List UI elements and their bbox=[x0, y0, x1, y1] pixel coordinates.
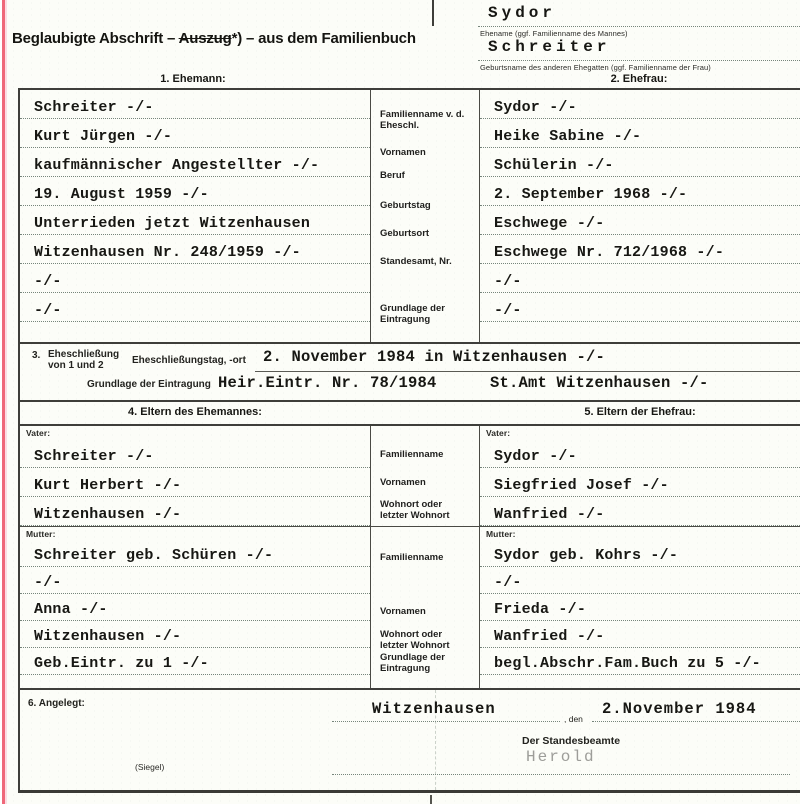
husband-mother-firstnames: Anna -/- bbox=[34, 601, 108, 618]
field-row bbox=[20, 468, 370, 497]
wife-column bbox=[480, 90, 800, 342]
husband-mother-blank: -/- bbox=[34, 574, 62, 591]
field-row bbox=[480, 148, 800, 177]
label-mother-wohnort: Wohnort oder letzter Wohnort bbox=[380, 629, 450, 651]
fathers-band bbox=[20, 426, 800, 527]
field-row bbox=[20, 264, 370, 293]
field-row bbox=[480, 90, 800, 119]
wife-father-surname: Sydor -/- bbox=[494, 448, 577, 465]
wife-father-residence: Wanfried -/- bbox=[494, 506, 605, 523]
field-row bbox=[480, 119, 800, 148]
geburtsname-value: Schreiter bbox=[488, 38, 611, 56]
spouses-table bbox=[18, 88, 800, 344]
label-mother-familienname: Familienname bbox=[380, 552, 444, 563]
husband-father-firstnames: Kurt Herbert -/- bbox=[34, 477, 182, 494]
father-label: Vater: bbox=[26, 428, 51, 438]
label-geburtsort: Geburtsort bbox=[380, 228, 430, 239]
bottom-tick bbox=[430, 795, 432, 804]
label-standesamt: Standesamt, Nr. bbox=[380, 256, 452, 267]
husband-mother-residence: Witzenhausen -/- bbox=[34, 628, 182, 645]
section-4-header: 4. Eltern des Ehemannes: bbox=[128, 406, 262, 418]
husband-birthdate: 19. August 1959 -/- bbox=[34, 186, 209, 203]
ehename-label: Ehename (ggf. Familienname des Mannes) bbox=[480, 29, 628, 38]
field-row bbox=[20, 206, 370, 235]
field-row bbox=[480, 648, 800, 675]
wife-mother-firstnames: Frieda -/- bbox=[494, 601, 587, 618]
husband-mother-column bbox=[20, 527, 370, 688]
registrar-title: Der Standesbeamte bbox=[522, 735, 621, 747]
father-label: Vater: bbox=[486, 428, 511, 438]
husband-mother-surname: Schreiter geb. Schüren -/- bbox=[34, 547, 274, 564]
den-label: , den bbox=[564, 714, 583, 724]
section-6-label: 6. Angelegt: bbox=[28, 698, 85, 709]
field-row bbox=[20, 648, 370, 675]
page-title bbox=[12, 30, 416, 47]
field-labels-column bbox=[370, 90, 480, 342]
issued-section bbox=[18, 690, 800, 793]
ehename-value: Sydor bbox=[488, 4, 557, 22]
field-row bbox=[480, 177, 800, 206]
marriage-basis-value-b: St.Amt Witzenhausen -/- bbox=[490, 374, 709, 392]
section-3-title-line2: von 1 und 2 bbox=[48, 360, 104, 371]
field-row bbox=[480, 621, 800, 648]
wife-blank-2: -/- bbox=[494, 302, 522, 319]
scan-edge-strip bbox=[0, 0, 9, 804]
section-5-header: 5. Eltern der Ehefrau: bbox=[584, 406, 696, 418]
field-row bbox=[480, 540, 800, 567]
field-row bbox=[20, 177, 370, 206]
label-father-vornamen: Vornamen bbox=[380, 477, 426, 488]
field-row bbox=[480, 567, 800, 594]
wife-father-column bbox=[480, 426, 800, 526]
section-3-title bbox=[48, 349, 119, 371]
marriage-date-value: 2. November 1984 in Witzenhausen -/- bbox=[263, 348, 606, 366]
field-row bbox=[20, 119, 370, 148]
title-struck-word: Auszug bbox=[178, 30, 232, 47]
section-3-number: 3. bbox=[32, 350, 41, 361]
wife-firstnames: Heike Sabine -/- bbox=[494, 128, 642, 145]
wife-profession: Schülerin -/- bbox=[494, 157, 614, 174]
field-row bbox=[480, 235, 800, 264]
wife-mother-basis: begl.Abschr.Fam.Buch zu 5 -/- bbox=[494, 655, 761, 672]
husband-birthplace: Unterrieden jetzt Witzenhausen bbox=[34, 215, 311, 232]
field-row bbox=[480, 293, 800, 322]
issued-place: Witzenhausen bbox=[372, 700, 496, 718]
wife-mother-column bbox=[480, 527, 800, 688]
field-row bbox=[20, 90, 370, 119]
field-row bbox=[20, 497, 370, 526]
marriage-section bbox=[18, 344, 800, 402]
husband-blank-1: -/- bbox=[34, 273, 62, 290]
title-suffix: *) – aus dem Familienbuch bbox=[231, 30, 416, 47]
husband-surname: Schreiter -/- bbox=[34, 99, 154, 116]
wife-birthplace: Eschwege -/- bbox=[494, 215, 605, 232]
husband-column bbox=[20, 90, 370, 342]
label-father-wohnort: Wohnort oder letzter Wohnort bbox=[380, 499, 450, 521]
field-row bbox=[20, 621, 370, 648]
header-name-block bbox=[478, 0, 800, 74]
section-1-header: 1. Ehemann: bbox=[160, 73, 226, 85]
signature-rule bbox=[332, 774, 790, 775]
marriage-date-rule bbox=[255, 371, 800, 372]
issued-date: 2.November 1984 bbox=[602, 700, 757, 718]
field-row bbox=[480, 439, 800, 468]
wife-mother-surname: Sydor geb. Kohrs -/- bbox=[494, 547, 679, 564]
father-labels-column bbox=[370, 426, 480, 526]
wife-mother-residence: Wanfried -/- bbox=[494, 628, 605, 645]
field-row bbox=[20, 148, 370, 177]
husband-registry: Witzenhausen Nr. 248/1959 -/- bbox=[34, 244, 301, 261]
section-2-header: 2. Ehefrau: bbox=[610, 73, 668, 85]
section-3-title-line1: Eheschließung bbox=[48, 349, 120, 360]
mother-label: Mutter: bbox=[486, 529, 516, 539]
wife-registry: Eschwege Nr. 712/1968 -/- bbox=[494, 244, 725, 261]
label-mother-grundlage: Grundlage der Eintragung bbox=[380, 652, 445, 674]
label-grundlage: Grundlage der Eintragung bbox=[380, 303, 445, 325]
field-row bbox=[20, 293, 370, 322]
title-prefix: Beglaubigte Abschrift – bbox=[12, 30, 179, 47]
label-father-familienname: Familienname bbox=[380, 449, 444, 460]
geburtsname-label: Geburtsname des anderen Ehegatten (ggf. Familienname der Frau) bbox=[480, 63, 711, 72]
label-mother-vornamen: Vornamen bbox=[380, 606, 426, 617]
husband-mother-basis: Geb.Eintr. zu 1 -/- bbox=[34, 655, 209, 672]
wife-blank-1: -/- bbox=[494, 273, 522, 290]
husband-father-surname: Schreiter -/- bbox=[34, 448, 154, 465]
husband-profession: kaufmännischer Angestellter -/- bbox=[34, 157, 320, 174]
field-row bbox=[20, 540, 370, 567]
field-row bbox=[480, 594, 800, 621]
marriage-basis-value-a: Heir.Eintr. Nr. 78/1984 bbox=[218, 374, 437, 392]
label-geburtstag: Geburtstag bbox=[380, 200, 431, 211]
field-row bbox=[480, 468, 800, 497]
label-beruf: Beruf bbox=[380, 170, 405, 181]
mother-label: Mutter: bbox=[26, 529, 56, 539]
field-row bbox=[20, 439, 370, 468]
mothers-band bbox=[20, 527, 800, 688]
husband-father-residence: Witzenhausen -/- bbox=[34, 506, 182, 523]
label-familienname-eheschl: Familienname v. d. Eheschl. bbox=[380, 109, 465, 131]
date-rule bbox=[592, 721, 800, 722]
label-vornamen: Vornamen bbox=[380, 147, 426, 158]
parents-table bbox=[18, 424, 800, 690]
husband-firstnames: Kurt Jürgen -/- bbox=[34, 128, 173, 145]
field-row bbox=[20, 594, 370, 621]
wife-mother-blank: -/- bbox=[494, 574, 522, 591]
field-row bbox=[20, 567, 370, 594]
field-row bbox=[480, 264, 800, 293]
husband-father-column bbox=[20, 426, 370, 526]
mother-labels-column bbox=[370, 527, 480, 688]
geburtsname-rule bbox=[478, 60, 800, 61]
marriage-date-label: Eheschließungstag, -ort bbox=[132, 355, 246, 366]
husband-blank-2: -/- bbox=[34, 302, 62, 319]
marriage-basis-label: Grundlage der Eintragung bbox=[87, 379, 211, 390]
field-row bbox=[20, 235, 370, 264]
parents-header-band bbox=[18, 402, 800, 424]
siegel-label: (Siegel) bbox=[135, 762, 165, 772]
ehename-rule bbox=[478, 26, 800, 27]
wife-father-firstnames: Siegfried Josef -/- bbox=[494, 477, 669, 494]
field-row bbox=[480, 206, 800, 235]
corner-tick bbox=[432, 0, 434, 26]
wife-surname: Sydor -/- bbox=[494, 99, 577, 116]
registrar-signature: Herold bbox=[526, 748, 596, 766]
place-rule bbox=[332, 721, 560, 722]
field-row bbox=[480, 497, 800, 526]
wife-birthdate: 2. September 1968 -/- bbox=[494, 186, 688, 203]
